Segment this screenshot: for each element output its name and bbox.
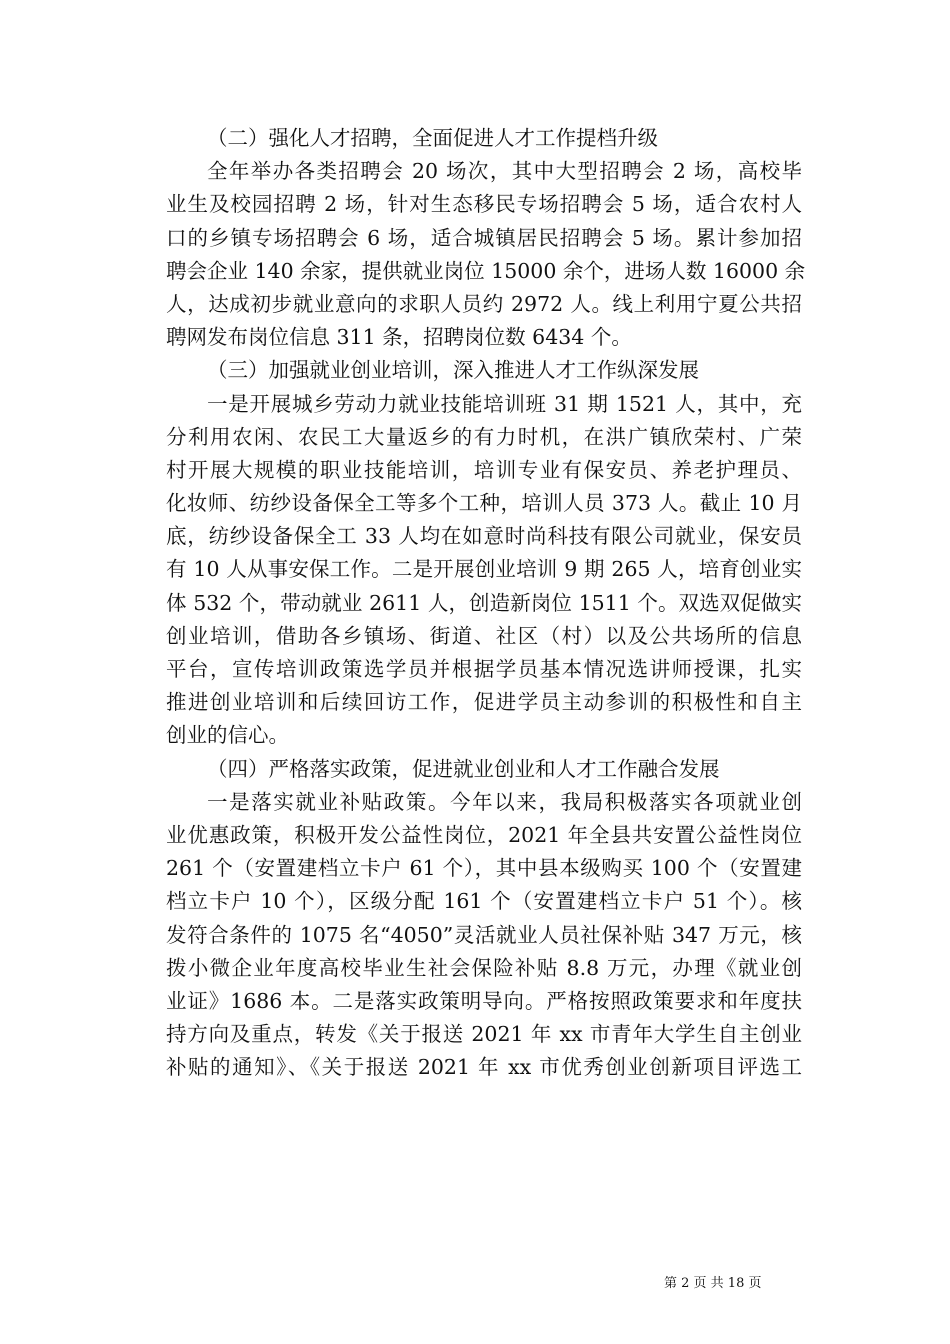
section-heading-4: （四）严格落实政策，促进就业创业和人才工作融合发展 [207, 756, 720, 781]
section-heading-2: （二）强化人才招聘，全面促进人才工作提档升级 [207, 126, 658, 150]
paragraph-line: 平台，宣传培训政策选学员并根据学员基本情况选讲师授课，扎实 [166, 657, 802, 681]
paragraph-line: 发符合条件的 1075 名“4050”灵活就业人员社保补贴 347 万元，核 [166, 922, 802, 947]
paragraph-line: 人，达成初步就业意向的求职人员约 2972 人。线上利用宁夏公共招 [166, 291, 802, 316]
paragraph-line: 补贴的通知》、《关于报送 2021 年 xx 市优秀创业创新项目评选工 [166, 1055, 802, 1080]
paragraph-line: 261 个（安置建档立卡户 61 个），其中县本级购买 100 个（安置建 [166, 856, 802, 881]
paragraph-line: 业优惠政策，积极开发公益性岗位，2021 年全县共安置公益性岗位 [166, 822, 802, 847]
paragraph-line: 聘会企业 140 余家，提供就业岗位 15000 余个，进场人数 16000 余 [166, 258, 806, 283]
page-number: 第 2 页 共 18 页 [664, 1276, 762, 1291]
paragraph-line: 业证》1686 本。二是落实政策明导向。严格按照政策要求和年度扶 [166, 988, 802, 1013]
paragraph-line: 口的乡镇专场招聘会 6 场，适合城镇居民招聘会 5 场。累计参加招 [166, 225, 802, 250]
paragraph-line: 一是落实就业补贴政策。今年以来，我局积极落实各项就业创 [207, 789, 802, 814]
paragraph-line: 底，纺纱设备保全工 33 人均在如意时尚科技有限公司就业，保安员 [166, 524, 802, 549]
paragraph-line: 创业的信心。 [166, 723, 289, 748]
paragraph-line: 推进创业培训和后续回访工作，促进学员主动参训的积极性和自主 [166, 690, 802, 715]
paragraph-line: 一是开展城乡劳动力就业技能培训班 31 期 1521 人，其中，充 [207, 391, 802, 416]
paragraph-line: 聘网发布岗位信息 311 条，招聘岗位数 6434 个。 [166, 325, 632, 350]
paragraph-line: 化妆师、纺纱设备保全工等多个工种，培训人员 373 人。截止 10 月 [166, 491, 802, 516]
paragraph-line: 有 10 人从事安保工作。二是开展创业培训 9 期 265 人，培育创业实 [166, 557, 802, 582]
paragraph-line: 拨小微企业年度高校毕业生社会保险补贴 8.8 万元，办理《就业创 [166, 955, 802, 980]
document-body [166, 122, 806, 1084]
paragraph-line: 全年举办各类招聘会 20 场次，其中大型招聘会 2 场，高校毕 [207, 159, 802, 184]
paragraph-line: 档立卡户 10 个），区级分配 161 个（安置建档立卡户 51 个）。核 [166, 889, 802, 914]
paragraph-line: 创业培训，借助各乡镇场、街道、社区（村）以及公共场所的信息 [166, 623, 802, 648]
paragraph-line: 体 532 个，带动就业 2611 人，创造新岗位 1511 个。双选双促做实 [166, 590, 802, 615]
paragraph-line: 分利用农闲、农民工大量返乡的有力时机，在洪广镇欣荣村、广荣 [166, 424, 802, 449]
paragraph-line: 业生及校园招聘 2 场，针对生态移民专场招聘会 5 场，适合农村人 [166, 192, 802, 217]
paragraph-line: 持方向及重点，转发《关于报送 2021 年 xx 市青年大学生自主创业 [166, 1022, 802, 1047]
section-heading-3: （三）加强就业创业培训，深入推进人才工作纵深发展 [207, 358, 699, 383]
paragraph-line: 村开展大规模的职业技能培训，培训专业有保安员、养老护理员、 [166, 457, 802, 482]
